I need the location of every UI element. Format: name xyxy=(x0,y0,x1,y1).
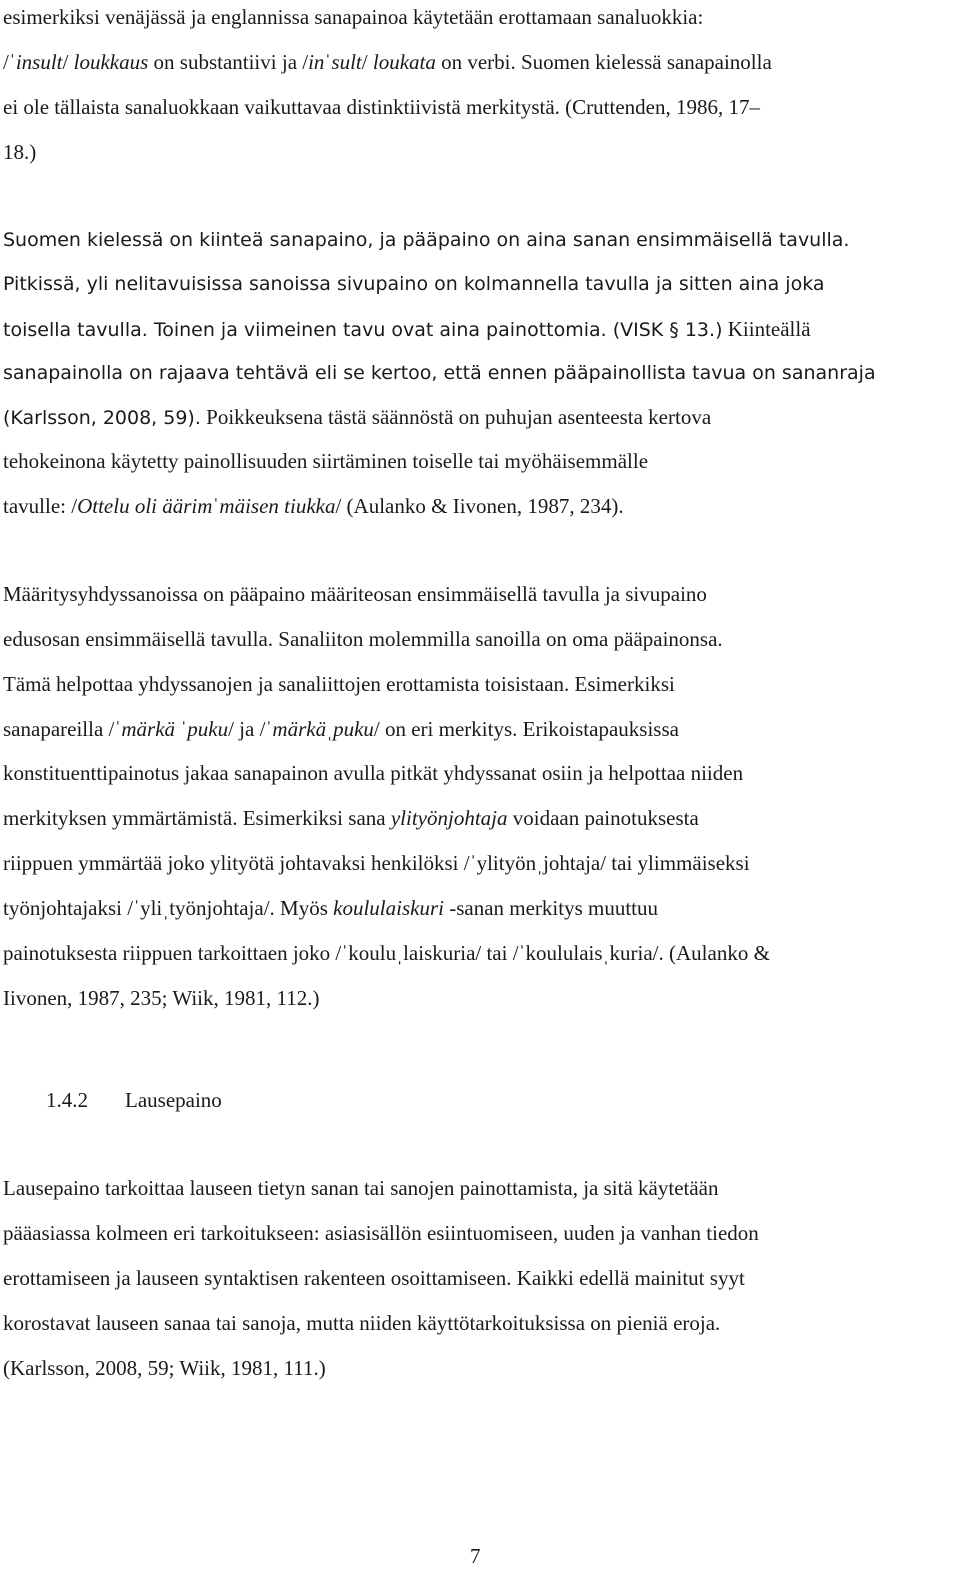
text-segment: tavulle: / xyxy=(3,494,78,518)
text-line xyxy=(3,1220,759,1246)
text-line xyxy=(3,271,825,297)
text-segment: Lausepaino tarkoittaa lauseen tietyn sanan tai sanojen painottamista, ja sitä käytetään xyxy=(3,1176,719,1200)
text-line xyxy=(3,360,876,386)
text-line xyxy=(3,985,319,1011)
text-segment: sanapareilla /ˈ xyxy=(3,717,122,741)
text-segment: / xyxy=(62,50,74,74)
text-segment: tehokeinona käytetty painollisuuden siirtäminen toiselle tai myöhäisemmälle xyxy=(3,449,649,473)
text-segment: erottamiseen ja lauseen syntaktisen rakenteen osoittamiseen. Kaikki edellä mainitut syyt xyxy=(3,1266,745,1290)
text-line xyxy=(3,94,760,120)
text-line xyxy=(3,49,772,75)
text-segment: / on eri merkitys. Erikoistapauksissa xyxy=(373,717,679,741)
text-line xyxy=(3,1175,719,1201)
text-segment: 18.) xyxy=(3,140,37,164)
italic-text: Ottelu oli äärimˈmäisen tiukka xyxy=(77,494,336,518)
text-line xyxy=(3,895,658,921)
text-line xyxy=(3,1265,745,1291)
text-segment: työnjohtajaksi /ˈyliˌtyönjohtaja/. Myös xyxy=(3,896,334,920)
text-segment: (Karlsson, 2008, 59). xyxy=(3,407,201,429)
text-line xyxy=(3,493,624,519)
text-segment: Pitkissä, yli nelitavuisissa sanoissa sivupaino on kolmannella tavulla ja sitten aina joka xyxy=(3,273,825,295)
text-segment: / xyxy=(361,50,373,74)
italic-text: märkä ˈpuku xyxy=(121,717,229,741)
text-line xyxy=(3,671,675,697)
text-segment: on substantiivi ja / xyxy=(148,50,309,74)
text-segment: / (Aulanko & Iivonen, 1987, 234). xyxy=(335,494,624,518)
text-line xyxy=(3,4,703,30)
section-title: Lausepaino xyxy=(125,1088,222,1112)
text-segment: esimerkiksi venäjässä ja englannissa sanapainoa käytetään erottamaan sanaluokkia: xyxy=(3,5,704,29)
text-segment: on verbi. Suomen kielessä sanapainolla xyxy=(435,50,772,74)
italic-text: insult xyxy=(15,50,63,74)
italic-text: loukkaus xyxy=(73,50,149,74)
text-segment: konstituenttipainotus jakaa sanapainon avulla pitkät yhdyssanat osiin ja helpottaa niiden xyxy=(3,761,744,785)
italic-text: märkäˌpuku xyxy=(272,717,374,741)
text-line xyxy=(3,227,849,253)
text-segment: Suomen kielessä on kiinteä sanapaino, ja pääpaino on aina sanan ensimmäisellä tavulla. xyxy=(3,229,850,251)
text-segment: merkityksen ymmärtämistä. Esimerkiksi sana xyxy=(3,806,391,830)
text-segment: riippuen ymmärtää joko ylityötä johtavaksi henkilöksi /ˈylityönˌjohtaja/ tai ylimmäiseksi xyxy=(3,851,750,875)
text-segment: painotuksesta riippuen tarkoittaen joko /ˈkouluˌlaiskuria/ tai /ˈkoululaisˌkuria/. (Aulanko & xyxy=(3,941,770,965)
text-line xyxy=(3,1355,326,1381)
text-line xyxy=(3,316,811,342)
text-line xyxy=(3,760,743,786)
text-segment: -sanan merkitys muuttuu xyxy=(443,896,659,920)
text-segment: /ˈ xyxy=(3,50,16,74)
text-segment: korostavat lauseen sanaa tai sanoja, mutta niiden käyttötarkoituksissa on pieniä eroja. xyxy=(3,1311,721,1335)
text-segment: (Karlsson, 2008, 59; Wiik, 1981, 111.) xyxy=(3,1356,326,1380)
text-segment: Iivonen, 1987, 235; Wiik, 1981, 112.) xyxy=(3,986,320,1010)
text-segment: Poikkeuksena tästä säännöstä on puhujan asenteesta kertova xyxy=(200,405,712,429)
italic-text: loukata xyxy=(372,50,436,74)
text-segment: ei ole tällaista sanaluokkaan vaikuttavaa distinktiivistä merkitystä. (Cruttenden, 1986, 17– xyxy=(3,95,760,119)
text-line xyxy=(3,581,707,607)
text-segment: Määritysyhdyssanoissa on pääpaino määriteosan ensimmäisellä tavulla ja sivupaino xyxy=(3,582,707,606)
text-segment: edusosan ensimmäisellä tavulla. Sanaliiton molemmilla sanoilla on oma pääpainonsa. xyxy=(3,627,723,651)
page-number: 7 xyxy=(470,1544,481,1568)
italic-text: ylityönjohtaja xyxy=(390,806,508,830)
text-segment: voidaan painotuksesta xyxy=(507,806,699,830)
text-line xyxy=(3,716,679,742)
text-line xyxy=(3,1310,720,1336)
text-line xyxy=(3,448,648,474)
text-segment: / ja /ˈ xyxy=(228,717,273,741)
text-segment: Kiinteällä xyxy=(722,317,811,341)
text-line xyxy=(3,940,770,966)
italic-text: inˈsult xyxy=(308,50,362,74)
text-line xyxy=(3,850,750,876)
text-segment: sanapainolla on rajaava tehtävä eli se kertoo, että ennen pääpainollista tavua on sananraja xyxy=(3,362,876,384)
text-segment: Tämä helpottaa yhdyssanojen ja sanaliittojen erottamista toisistaan. Esimerkiksi xyxy=(3,672,675,696)
text-line xyxy=(3,626,723,652)
text-line xyxy=(3,404,711,430)
text-line xyxy=(3,139,36,165)
text-line xyxy=(3,805,699,831)
section-number: 1.4.2 xyxy=(46,1088,88,1112)
text-segment: pääasiassa kolmeen eri tarkoitukseen: asiasisällön esiintuomiseen, uuden ja vanhan tiedon xyxy=(3,1221,759,1245)
italic-text: koululaiskuri xyxy=(333,896,444,920)
text-segment: toisella tavulla. Toinen ja viimeinen tavu ovat aina painottomia. (VISK § 13.) xyxy=(3,319,723,341)
